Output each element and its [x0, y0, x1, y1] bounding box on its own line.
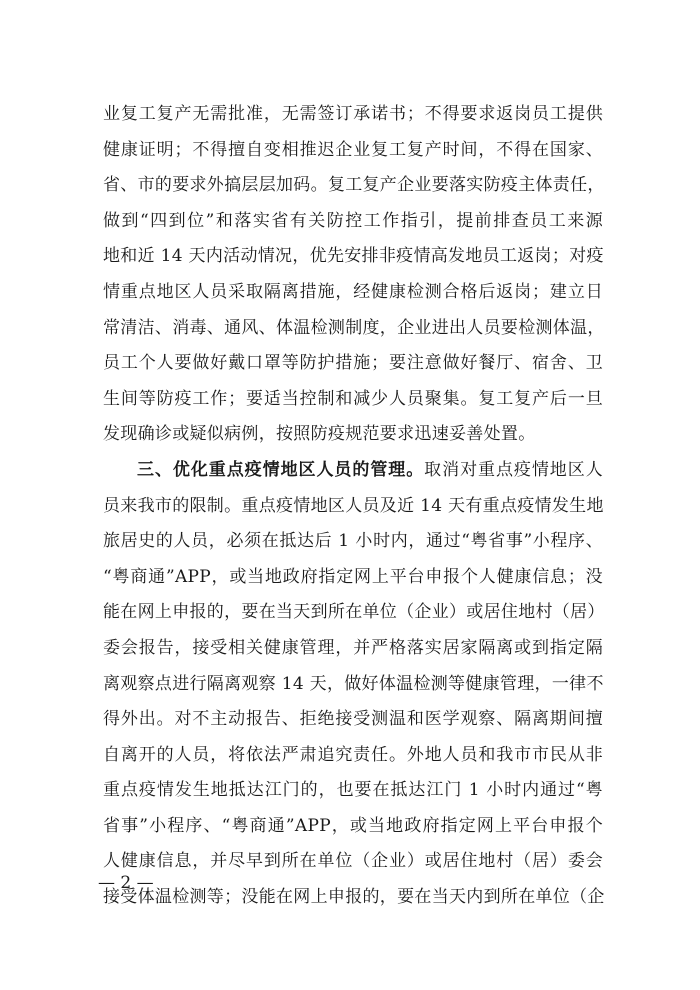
text-line: 情重点地区人员采取隔离措施，经健康检测合格后返岗；建立日 [103, 281, 603, 302]
paragraph-1 [103, 97, 603, 453]
text-line: 委会报告，接受相关健康管理，并严格落实居家隔离或到指定隔 [103, 637, 603, 658]
text-line: 省、市的要求外搞层层加码。复工复产企业要落实防疫主体责任， [103, 175, 605, 196]
text-line: 生间等防疫工作；要适当控制和减少人员聚集。复工复产后一旦 [103, 388, 603, 409]
text-line: 员工个人要做好戴口罩等防护措施；要注意做好餐厅、宿舍、卫 [103, 353, 603, 374]
text-line: 接受体温检测等；没能在网上申报的，要在当天内到所在单位（企 [103, 887, 605, 908]
text-line: 得外出。对不主动报告、拒绝接受测温和医学观察、隔离期间擅 [103, 709, 603, 730]
paragraph-heading-line [103, 453, 603, 489]
text-line: 旅居史的人员，必须在抵达后 1 小时内，通过“粤省事”小程序、 [103, 531, 603, 552]
text-line: “粤商通”APP，或当地政府指定网上平台申报个人健康信息；没 [103, 566, 603, 587]
page-number: — 2 — [98, 873, 154, 893]
text-line: 重点疫情发生地抵达江门的，也要在抵达江门 1 小时内通过“粤 [103, 780, 603, 801]
text-line: 人健康信息，并尽早到所在单位（企业）或居住地村（居）委会 [103, 851, 603, 872]
text-line: 常清洁、消毒、通风、体温检测制度，企业进出人员要检测体温， [103, 317, 605, 338]
text-line: 省事”小程序、“粤商通”APP，或当地政府指定网上平台申报个 [103, 815, 603, 836]
text-line: 自离开的人员，将依法严肃追究责任。外地人员和我市市民从非 [103, 744, 603, 765]
text-line: 地和近 14 天内活动情况，优先安排非疫情高发地员工返岗；对疫 [103, 246, 604, 267]
body-text [103, 97, 603, 916]
text-line: 业复工复产无需批准，无需签订承诺书；不得要求返岗员工提供 [103, 104, 603, 124]
text-line: 做到“四到位”和落实省有关防控工作指引，提前排查员工来源 [103, 210, 603, 231]
heading-line-rest: 取消对重点疫情地区人 [424, 459, 603, 480]
text-line: 能在网上申报的，要在当天到所在单位（企业）或居住地村（居） [103, 602, 605, 623]
paragraph-2 [103, 453, 603, 916]
text-line: 发现确诊或疑似病例，按照防疫规范要求迅速妥善处置。 [103, 424, 536, 445]
section-heading: 三、优化重点疫情地区人员的管理。 [137, 459, 425, 480]
text-line: 离观察点进行隔离观察 14 天，做好体温检测等健康管理，一律不 [103, 673, 604, 694]
text-line: 健康证明；不得擅自变相推迟企业复工复产时间，不得在国家、 [103, 139, 603, 160]
text-line: 员来我市的限制。重点疫情地区人员及近 14 天有重点疫情发生地 [103, 495, 604, 516]
